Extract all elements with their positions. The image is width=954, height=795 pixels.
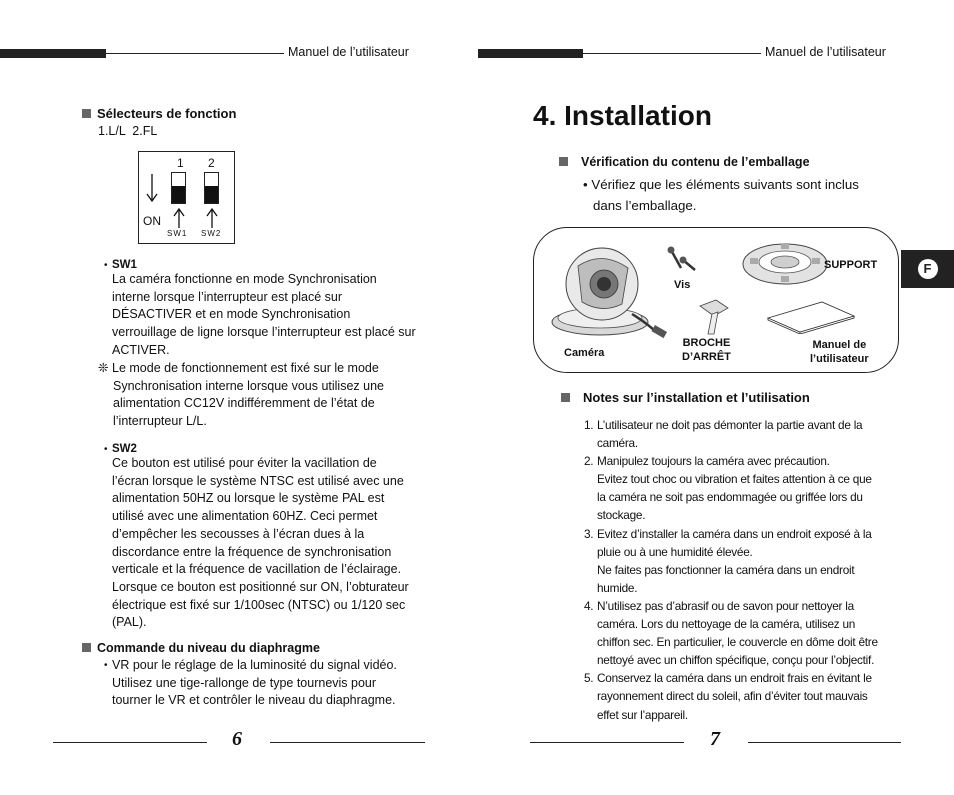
sw1-note-mark-icon: ❊ (98, 361, 109, 375)
note-item-2: 2. Manipulez toujours la caméra avec précaution. Evitez tout choc ou vibration et faites attention à ce que la caméra ne soit pas endommagée ou griffée lors du stockage. (584, 454, 872, 523)
package-contents-box (533, 227, 899, 373)
stop-pin-icon (694, 298, 734, 338)
switch-1 (171, 172, 186, 204)
sw1-note: Le mode de fonctionnement est fixé sur le mode Synchronisation interne lorsque vous utilisez une alimentation CC12V indifféremment de l’état de l’interrupteur L/L. (112, 361, 384, 429)
switch-2 (204, 172, 219, 204)
user-manual-label: Manuel de l’utilisateur (810, 339, 869, 365)
on-label: ON (143, 214, 161, 228)
down-arrow-icon (146, 174, 158, 202)
note-item-1: 1. L’utilisateur ne doit pas démonter la partie avant de la caméra. (584, 418, 863, 451)
left-footer-rule-right (270, 742, 425, 743)
right-header-title: Manuel de l’utilisateur (765, 45, 886, 59)
sw1-bullet: • SW1 (104, 259, 137, 271)
section-iris-level-title: Commande du niveau du diaphragme (82, 641, 320, 655)
left-footer-rule-left (53, 742, 207, 743)
note-item-5: 5. Conservez la caméra dans un endroit frais en évitant le rayonnement direct du soleil, afin d’éviter tout mauvais effet sur l’appareil. (584, 671, 872, 722)
sw1-description: La caméra fonctionne en mode Synchronisation interne lorsque l’interrupteur est placé sur DÉSACTIVER et en mode Synchronisation verrouillage de ligne lorsque l’interrupteur est placé sur ACTIVER. (112, 272, 416, 357)
stop-pin-label: BROCHE D’ARRÊT (682, 337, 731, 363)
support-label: SUPPORT (824, 259, 878, 271)
installation-notes-list (584, 416, 878, 724)
note-item-3: 3. Evitez d’installer la caméra dans un endroit exposé à la pluie ou à une humidité élevée. Ne faites pas fonctionner la caméra dans un endroit humide. (584, 526, 872, 595)
camera-label: Caméra (564, 347, 605, 359)
left-page-number: 6 (232, 728, 242, 750)
right-page-number: 7 (710, 728, 720, 750)
screws-icon (667, 246, 699, 276)
sw2-bullet: • SW2 (104, 443, 137, 455)
square-bullet-icon (561, 393, 570, 402)
language-tab-f[interactable] (901, 250, 954, 288)
dip-switch-diagram (138, 151, 235, 244)
screws-label: Vis (674, 279, 691, 291)
right-footer-rule-right (748, 742, 901, 743)
support-bracket-icon (740, 240, 830, 288)
right-header-rule (583, 53, 761, 54)
iris-level-bullet: • (104, 660, 108, 671)
left-header-rule (106, 53, 284, 54)
sw1-label: SW1 (167, 229, 188, 238)
switch-number-1: 1 (177, 156, 184, 170)
camera-icon (548, 244, 678, 344)
section-package-check-title: Vérification du contenu de l’emballage (559, 155, 810, 169)
right-footer-rule-left (530, 742, 684, 743)
function-selectors-subtitle: 1.L/L 2.FL (98, 124, 158, 138)
section-function-selectors-title: Sélecteurs de fonction (82, 106, 236, 121)
user-manual-icon (766, 300, 856, 334)
section-installation-notes-title: Notes sur l’installation et l’utilisation (561, 390, 810, 405)
up-arrow-icon-sw2 (206, 208, 218, 228)
sw2-title: SW2 (111, 443, 137, 455)
iris-level-description: VR pour le réglage de la luminosité du signal vidéo. Utilisez une tige-rallonge de type tournevis pour tourner le VR et contrôler le niveau du diaphragme. (112, 658, 397, 708)
note-item-4: 4. N’utilisez pas d’abrasif ou de savon pour nettoyer la caméra. Lors du nettoyage de la caméra, utilisez un chiffon sec. En particulier, le couvercle en dôme doit être nettoyé avec un chiffon spécifique, conçu pour l’objectif. (584, 598, 878, 668)
chapter-title: 4. Installation (533, 100, 712, 131)
left-header-bar (0, 49, 106, 58)
right-header-bar (478, 49, 583, 58)
language-tab-letter: F (918, 259, 938, 279)
square-bullet-icon (82, 109, 91, 118)
square-bullet-icon (82, 643, 91, 652)
left-header-title: Manuel de l’utilisateur (288, 45, 409, 59)
square-bullet-icon (559, 157, 568, 166)
switch-number-2: 2 (208, 156, 215, 170)
up-arrow-icon-sw1 (173, 208, 185, 228)
sw2-description: Ce bouton est utilisé pour éviter la vacillation de l’écran lorsque le système NTSC est utilisé avec une alimentation 50HZ ou lorsque le système PAL est utilisé avec une alimentation 60HZ. Ceci permet d’empêcher les secousses à l’écran dues à la discordance entre la fréquence de synchronisation verticale et la fréquence de vacillation de l’éclairage. Lorsque ce bouton est positionné sur ON, l’obturateur électrique est fixé sur 1/100sec (NTSC) ou 1/120 sec (PAL). (112, 456, 409, 630)
sw1-title: SW1 (111, 259, 137, 271)
package-check-text: • Vérifiez que les éléments suivants sont inclus dans l’emballage. (583, 177, 859, 213)
sw2-label: SW2 (201, 229, 222, 238)
